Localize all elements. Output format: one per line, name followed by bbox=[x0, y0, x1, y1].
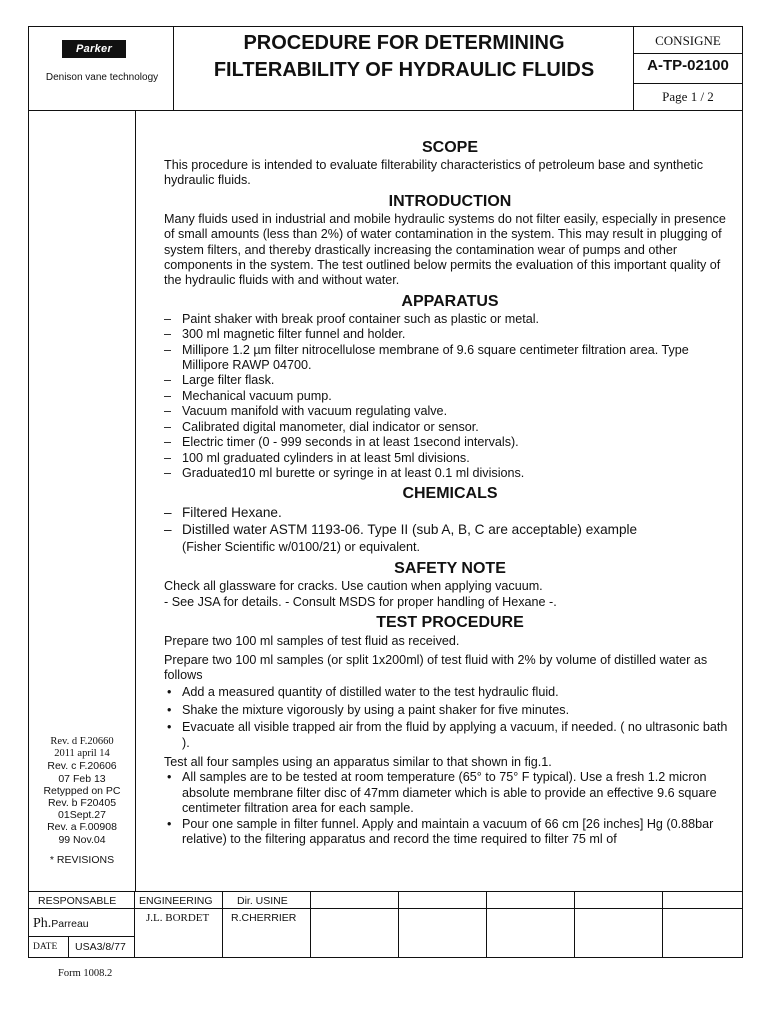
usine-label: Dir. USINE bbox=[237, 895, 288, 907]
footer-bottom-rule bbox=[28, 957, 743, 958]
title-line-2: FILTERABILITY OF HYDRAULIC FLUIDS bbox=[213, 59, 595, 81]
page-number: Page 1 / 2 bbox=[662, 89, 714, 104]
responsable-name bbox=[33, 914, 89, 932]
list-item: – Graduated10 ml burette or syringe in at least 0.1 ml divisions. bbox=[164, 466, 736, 481]
footer-col-7 bbox=[662, 891, 663, 958]
test-procedure-p2: Prepare two 100 ml samples (or split 1x200ml) of test fluid with 2% by volume of distilled water as follows bbox=[164, 652, 708, 682]
list-item: – Electric timer (0 - 999 seconds in at least 1second intervals). bbox=[164, 435, 736, 450]
chemicals-list bbox=[164, 504, 736, 556]
date-label: DATE bbox=[33, 942, 58, 952]
list-item: – Large filter flask. bbox=[164, 373, 736, 388]
testing-steps bbox=[164, 770, 736, 847]
responsable-name-text: Parreau bbox=[51, 918, 89, 930]
form-number: Form 1008.2 bbox=[58, 968, 113, 979]
list-item: • Pour one sample in filter funnel. Apply and maintain a vacuum of 66 cm [26 inches] Hg (0.88bar relative) to the filtering apparatus and record the time required to filter 75 ml of bbox=[164, 817, 736, 848]
revisions-label: * REVISIONS bbox=[49, 853, 115, 866]
footer-col-4 bbox=[398, 891, 399, 958]
chemicals-heading: CHEMICALS bbox=[402, 485, 498, 503]
engineering-name: J.L. BORDET bbox=[146, 912, 210, 924]
revision-line: 99 Nov.04 bbox=[58, 833, 106, 846]
title-line-1: PROCEDURE FOR DETERMINING bbox=[243, 32, 565, 54]
revision-column-divider bbox=[135, 110, 136, 892]
list-item: – Filtered Hexane. bbox=[164, 504, 736, 521]
preparation-steps bbox=[164, 685, 736, 751]
list-item: • All samples are to be tested at room temperature (65° to 75° F typical). Use a fresh 1.2 micron absolute membrane filter disc of 47mm diameter which is able to provide an effective 9.6 square centimeter filtration area for each sample. bbox=[164, 770, 736, 816]
docbox-rule-2 bbox=[633, 83, 743, 84]
frame-top bbox=[28, 26, 743, 27]
list-item: • Evacuate all visible trapped air from the fluid by applying a vacuum, if needed. ( no ultrasonic bath ). bbox=[164, 720, 736, 751]
safety-line-1: Check all glassware for cracks. Use caution when applying vacuum. bbox=[164, 579, 543, 594]
usine-name: R.CHERRIER bbox=[231, 912, 297, 924]
scope-heading: SCOPE bbox=[421, 139, 478, 156]
footer-col-6 bbox=[574, 891, 575, 958]
footer-col-2 bbox=[222, 891, 223, 958]
document-title bbox=[174, 30, 634, 84]
responsable-name-prefix: Ph. bbox=[33, 916, 52, 931]
list-item: – Millipore 1.2 µm filter nitrocellulose membrane of 9.6 square centimeter filtration area. Type Millipore RAWP 04700. bbox=[164, 343, 736, 374]
scope-text: This procedure is intended to evaluate filterability characteristics of petroleum base and synthetic hydraulic fluids. bbox=[164, 158, 704, 188]
document-body bbox=[164, 138, 736, 847]
footer-col-1 bbox=[134, 891, 135, 958]
chemical-water-sub: (Fisher Scientific w/0100/21) or equivalent. bbox=[182, 540, 420, 555]
revision-line: Retypped on PC bbox=[43, 784, 121, 797]
introduction-text: Many fluids used in industrial and mobile hydraulic systems do not filter easily, especially in presence of small amounts (less than 2%) of water contamination in the system. This may result in plugging of system filters, and thereby drastically increasing the contamination wear of pumps and other components in the system. The test outlined below permits the evaluation of this important quality of the hydraulic fluids with and without water. bbox=[164, 211, 726, 288]
revision-line: Rev. a F.00908 bbox=[47, 821, 117, 834]
footer-col-3 bbox=[310, 891, 311, 958]
apparatus-heading: APPARATUS bbox=[401, 292, 499, 310]
list-item: – Paint shaker with break proof container such as plastic or metal. bbox=[164, 312, 736, 327]
list-item: – Mechanical vacuum pump. bbox=[164, 389, 736, 404]
safety-line-2: - See JSA for details. - Consult MSDS for proper handling of Hexane -. bbox=[164, 594, 557, 609]
list-item bbox=[164, 521, 736, 556]
docbox-rule-1 bbox=[633, 53, 743, 54]
responsable-label: RESPONSABLE bbox=[38, 895, 117, 907]
list-item: – Calibrated digital manometer, dial indicator or sensor. bbox=[164, 420, 736, 435]
footer-top-rule bbox=[28, 891, 743, 892]
apparatus-list bbox=[164, 312, 736, 481]
footer-col-5 bbox=[486, 891, 487, 958]
revision-line: Rev. b F20405 bbox=[47, 797, 117, 810]
doc-label: CONSIGNE bbox=[655, 33, 721, 48]
list-item: – 100 ml graduated cylinders in at least 5ml divisions. bbox=[164, 451, 736, 466]
list-item: – 300 ml magnetic filter funnel and holder. bbox=[164, 327, 736, 342]
footer-row-rule bbox=[28, 908, 743, 909]
test-procedure-p1: Prepare two 100 ml samples of test fluid as received. bbox=[164, 634, 460, 649]
company-name: Denison vane technology bbox=[45, 72, 159, 83]
revision-line: 07 Feb 13 bbox=[58, 772, 106, 785]
date-label-divider bbox=[68, 936, 69, 958]
test-procedure-p3: Test all four samples using an apparatus similar to that shown in fig.1. bbox=[164, 754, 552, 769]
frame-left bbox=[28, 26, 29, 958]
doc-number: A-TP-02100 bbox=[647, 57, 729, 74]
list-item: • Shake the mixture vigorously by using a paint shaker for five minutes. bbox=[164, 703, 736, 718]
revision-line: Rev. c F.20606 bbox=[47, 760, 117, 773]
date-value: USA3/8/77 bbox=[75, 941, 126, 953]
revision-line: 01Sept.27 bbox=[58, 809, 106, 822]
revision-line: Rev. d F.20660 bbox=[50, 736, 114, 747]
frame-right bbox=[742, 26, 743, 958]
list-item: – Vacuum manifold with vacuum regulating valve. bbox=[164, 404, 736, 419]
parker-logo bbox=[62, 40, 126, 58]
footer-date-rule bbox=[28, 936, 134, 937]
safety-heading: SAFETY NOTE bbox=[394, 560, 506, 578]
chemical-water-main: Distilled water ASTM 1193-06. Type II (sub A, B, C are acceptable) example bbox=[182, 522, 638, 538]
introduction-heading: INTRODUCTION bbox=[388, 192, 512, 210]
revision-line: 2011 april 14 bbox=[54, 748, 110, 760]
test-procedure-heading: TEST PROCEDURE bbox=[376, 614, 524, 632]
parker-logo-text: Parker bbox=[75, 43, 113, 55]
revision-history bbox=[30, 736, 134, 866]
engineering-label: ENGINEERING bbox=[139, 895, 213, 907]
list-item: • Add a measured quantity of distilled water to the test hydraulic fluid. bbox=[164, 685, 736, 700]
